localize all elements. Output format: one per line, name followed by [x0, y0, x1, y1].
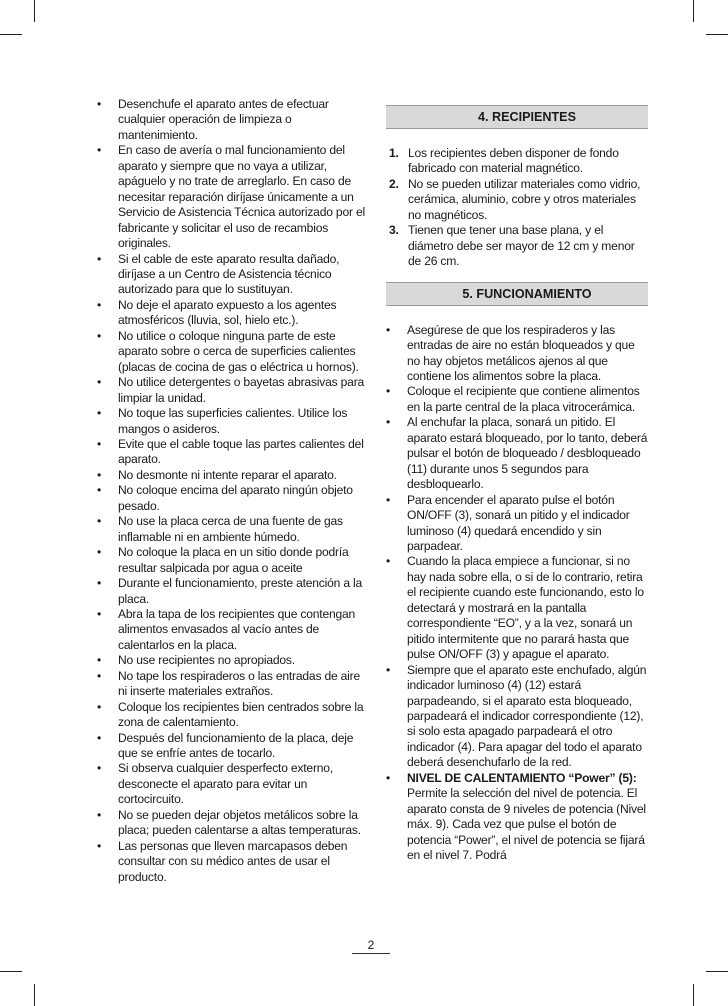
list-item: • No tape los respiraderos o las entradas de aire ni inserte materiales extraños.: [97, 669, 369, 700]
safety-list: [97, 97, 369, 885]
crop-mark: [34, 984, 35, 1006]
list-item: [386, 223, 648, 269]
section-title: 4. RECIPIENTES: [478, 110, 576, 124]
list-item: • Asegúrese de que los respiraderos y las entradas de aire no están bloqueados y que no hay objetos metálicos ajenos al que contiene los alimentos sobre la placa.: [386, 323, 648, 385]
list-item: • No use recipientes no apropiados.: [97, 653, 369, 668]
crop-mark: [34, 0, 35, 22]
list-item: • Evite que el cable toque las partes calientes del aparato.: [97, 437, 369, 468]
list-item: • No toque las superficies calientes. Utilice los mangos o asideros.: [97, 406, 369, 437]
instructions-right-column: [386, 105, 648, 863]
list-item: • No utilice detergentes o bayetas abrasivas para limpiar la unidad.: [97, 375, 369, 406]
item-text: Tienen que tener una base plana, y el diámetro debe ser mayor de 12 cm y menor de 26 cm.: [408, 223, 635, 269]
list-item: • Coloque los recipientes bien centrados sobre la zona de calentamiento.: [97, 700, 369, 731]
list-item: • No coloque la placa en un sitio donde podría resultar salpicada por agua o aceite: [97, 545, 369, 576]
list-item: • No utilice o coloque ninguna parte de este aparato sobre o cerca de superficies calientes (placas de cocina de gas o eléctrica u hornos).: [97, 329, 369, 375]
crop-mark: [693, 984, 694, 1006]
list-item: • No desmonte ni intente reparar el aparato.: [97, 468, 369, 483]
list-item: • Durante el funcionamiento, preste atención a la placa.: [97, 576, 369, 607]
recipientes-list: [386, 146, 648, 270]
safety-instructions-column: [97, 97, 369, 885]
crop-mark: [706, 971, 728, 972]
list-item: • Coloque el recipiente que contiene alimentos en la parte central de la placa vitrocerámica.: [386, 384, 648, 415]
list-item: • Después del funcionamiento de la placa, deje que se enfríe antes de tocarlo.: [97, 731, 369, 762]
power-label: NIVEL DE CALENTAMIENTO “Power” (5):: [407, 770, 637, 785]
funcionamiento-list: [386, 323, 648, 864]
item-number: 3.: [389, 223, 399, 238]
crop-mark: [693, 0, 694, 22]
list-item: • Para encender el aparato pulse el botón ON/OFF (3), sonará un pitido y el indicador luminoso (4) quedará encendido y sin parpadear.: [386, 493, 648, 555]
page-number-rule: [352, 953, 390, 954]
item-number: 2.: [389, 176, 399, 191]
list-item: • No coloque encima del aparato ningún objeto pesado.: [97, 483, 369, 514]
list-item: • No use la placa cerca de una fuente de gas inflamable ni en ambiente húmedo.: [97, 514, 369, 545]
list-item: • Abra la tapa de los recipientes que contengan alimentos envasados al vacío antes de calentarlos en la placa.: [97, 607, 369, 653]
list-item: • Al enchufar la placa, sonará un pitido. El aparato estará bloqueado, por lo tanto, deberá pulsar el botón de bloqueado / desbloqueado (11) durante unos 5 segundos para desbloquearlo.: [386, 415, 648, 492]
section-header-funcionamiento: [386, 282, 648, 306]
list-item: • Las personas que lleven marcapasos deben consultar con su médico antes de usar el producto.: [97, 839, 369, 885]
list-item: • No deje el aparato expuesto a los agentes atmosféricos (lluvia, sol, hielo etc.).: [97, 298, 369, 329]
item-number: 1.: [389, 146, 399, 160]
list-item: • No se pueden dejar objetos metálicos sobre la placa; pueden calentarse a altas temperaturas.: [97, 808, 369, 839]
list-item: • Siempre que el aparato este enchufado, algún indicador luminoso (4) (12) estará parpadeando, si el aparato esta bloqueado, parpadeará el indicador correspondiente (12), si solo esta apagado parpadeará el otro indicador (4). Para apagar del todo el aparato deberá desenchufarlo de la red.: [386, 663, 648, 771]
power-text: Permite la selección del nivel de potencia. El aparato consta de 9 niveles de potencia (Nivel máx. 9). Cada vez que pulse el botón de potencia “Power”, el nivel de potencia se fijará en el nivel 7. Podrá: [407, 786, 646, 863]
list-item: • Si observa cualquier desperfecto externo, desconecte el aparato para evitar un cortocircuito.: [97, 761, 369, 807]
section-header-recipientes: [386, 105, 648, 129]
item-text: Los recipientes deben disponer de fondo fabricado con material magnético.: [408, 146, 619, 176]
list-item: [386, 177, 648, 223]
crop-mark: [0, 971, 22, 972]
list-item: [386, 146, 648, 177]
page-number: 2: [367, 938, 375, 952]
crop-mark: [706, 34, 728, 35]
crop-mark: [0, 34, 22, 35]
list-item: • Desenchufe el aparato antes de efectuar cualquier operación de limpieza o mantenimiento.: [97, 97, 369, 143]
list-item: • En caso de avería o mal funcionamiento del aparato y siempre que no vaya a utilizar, apáguelo y no trate de arreglarlo. En caso de necesitar reparación diríjase únicamente a un Servicio de Asistencia Técnica autorizado por el fabricante y solicitar el uso de recambios originales.: [97, 143, 369, 251]
list-item: [386, 771, 648, 864]
item-text: No se pueden utilizar materiales como vidrio, cerámica, aluminio, cobre y otros materiales no magnéticos.: [408, 176, 641, 222]
list-item: • Cuando la placa empiece a funcionar, si no hay nada sobre ella, o si de lo contrario, retira el recipiente cuando este funcionando, esto lo detectará y mostrará en la pantalla correspondiente “EO”, y a la vez, sonará un pitido intermitente que no parará hasta que pulse ON/OFF (3) y apague el aparato.: [386, 554, 648, 662]
list-item: • Si el cable de este aparato resulta dañado, diríjase a un Centro de Asistencia técnico autorizado para que lo sustituyan.: [97, 252, 369, 298]
section-title: 5. FUNCIONAMIENTO: [462, 286, 592, 301]
